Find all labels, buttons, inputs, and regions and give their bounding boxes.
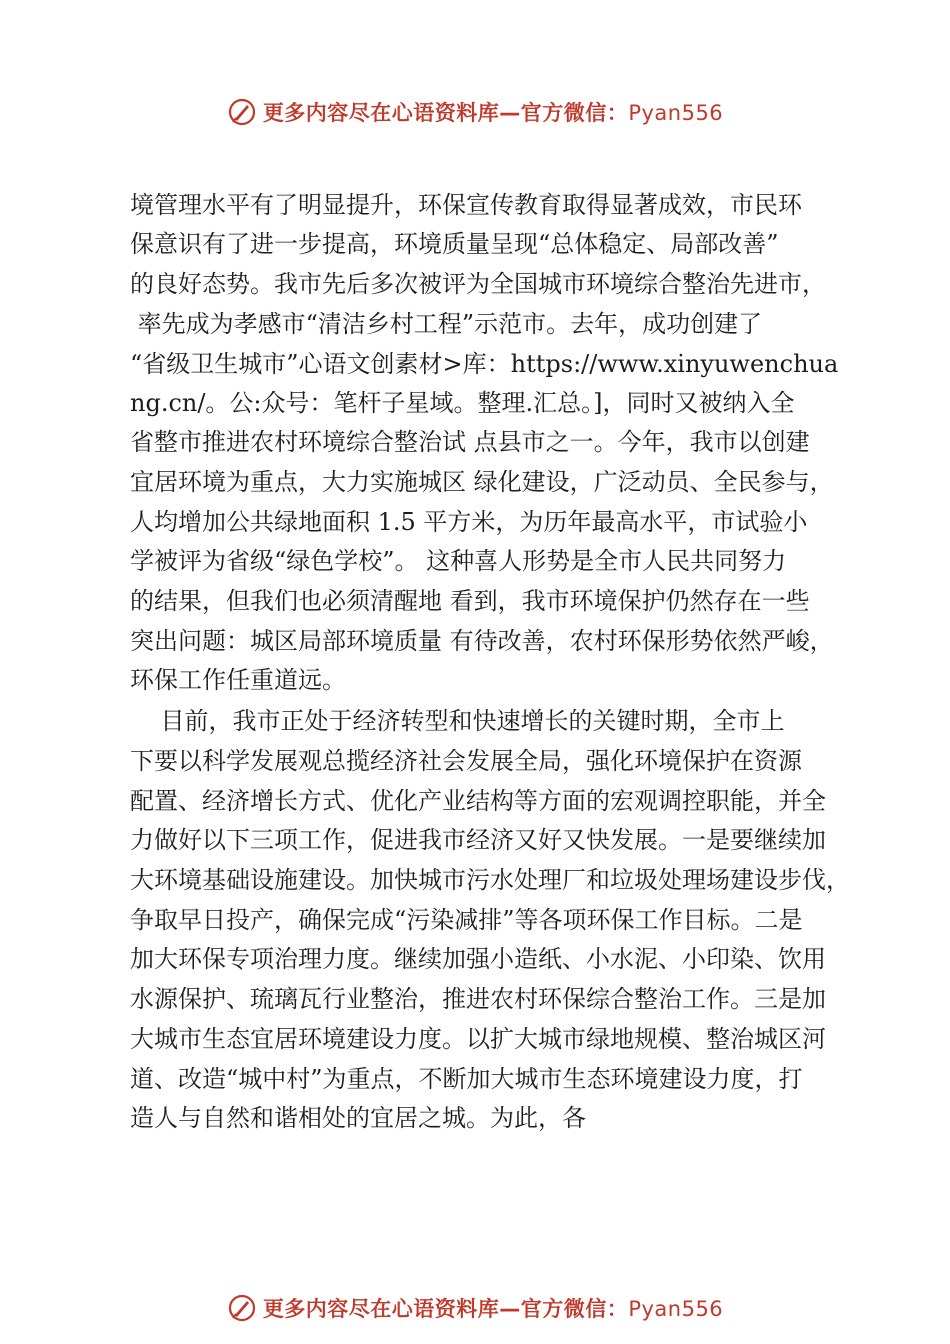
body-line: 目前，我市正处于经济转型和快速增长的关键时期，全市上 — [130, 707, 785, 735]
body-line: 力做好以下三项工作，促进我市经济又好又快发展。一是要继续加 — [130, 826, 826, 854]
body-line: 的结果，但我们也必须清醒地 看到，我市环境保护仍然存在一些 — [130, 587, 810, 615]
body-line: 保意识有了进一步提高，环境质量呈现“总体稳定、局部改善” — [130, 230, 779, 258]
header-banner — [0, 92, 950, 132]
footer-banner-text: 更多内容尽在心语资料库—官方微信：Pyan556 — [262, 1297, 724, 1321]
body-line: 学被评为省级“绿色学校”。 这种喜人形势是全市人民共同努力 — [130, 547, 787, 575]
body-line: 境管理水平有了明显提升，环保宣传教育取得显著成效，市民环 — [130, 191, 802, 219]
footer-banner-id: Pyan556 — [628, 1297, 724, 1321]
header-banner-text: 更多内容尽在心语资料库—官方微信：Pyan556 — [262, 101, 724, 125]
body-line: ng.cn/。公:众号：笔杆子星域。整理.汇总。]，同时又被纳入全 — [130, 389, 795, 417]
body-line: 环保工作任重道远。 — [130, 666, 346, 694]
body-line: “省级卫生城市”心语文创素材>库：https://www.xinyuwenchua — [130, 350, 839, 378]
body-line: 宜居环境为重点，大力实施城区 绿化建设，广泛动员、全民参与， — [130, 468, 834, 496]
body-line: 造人与自然和谐相处的宜居之城。为此，各 — [130, 1104, 586, 1132]
body-line: 大城市生态宜居环境建设力度。以扩大城市绿地规模、整治城区河 — [130, 1025, 826, 1053]
body-line: 大环境基础设施建设。加快城市污水处理厂和垃圾处理场建设步伐， — [130, 866, 850, 894]
body-line: 的良好态势。我市先后多次被评为全国城市环境综合整治先进市， — [130, 270, 826, 298]
footer-banner — [0, 1288, 950, 1328]
body-line: 省整市推进农村环境综合整治试 点县市之一。今年，我市以创建 — [130, 428, 810, 456]
quill-logo-icon — [227, 97, 257, 127]
body-line: 率先成为孝感市“清洁乡村工程”示范市。去年，成功创建了 — [130, 310, 763, 338]
body-line: 水源保护、琉璃瓦行业整治，推进农村环保综合整治工作。三是加 — [130, 985, 826, 1013]
quill-logo-icon — [227, 1293, 257, 1323]
body-line: 配置、经济增长方式、优化产业结构等方面的宏观调控职能，并全 — [130, 787, 826, 815]
body-line: 突出问题：城区局部环境质量 有待改善，农村环保形势依然严峻， — [130, 627, 834, 655]
body-line: 道、改造“城中村”为重点，不断加大城市生态环境建设力度，打 — [130, 1065, 803, 1093]
body-line: 争取早日投产，确保完成“污染减排”等各项环保工作目标。二是 — [130, 906, 803, 934]
header-banner-id: Pyan556 — [628, 101, 724, 125]
body-line: 下要以科学发展观总揽经济社会发展全局，强化环境保护在资源 — [130, 747, 802, 775]
body-line: 加大环保专项治理力度。继续加强小造纸、小水泥、小印染、饮用 — [130, 945, 826, 973]
body-line: 人均增加公共绿地面积 1.5 平方米，为历年最高水平，市试验小 — [130, 508, 808, 536]
